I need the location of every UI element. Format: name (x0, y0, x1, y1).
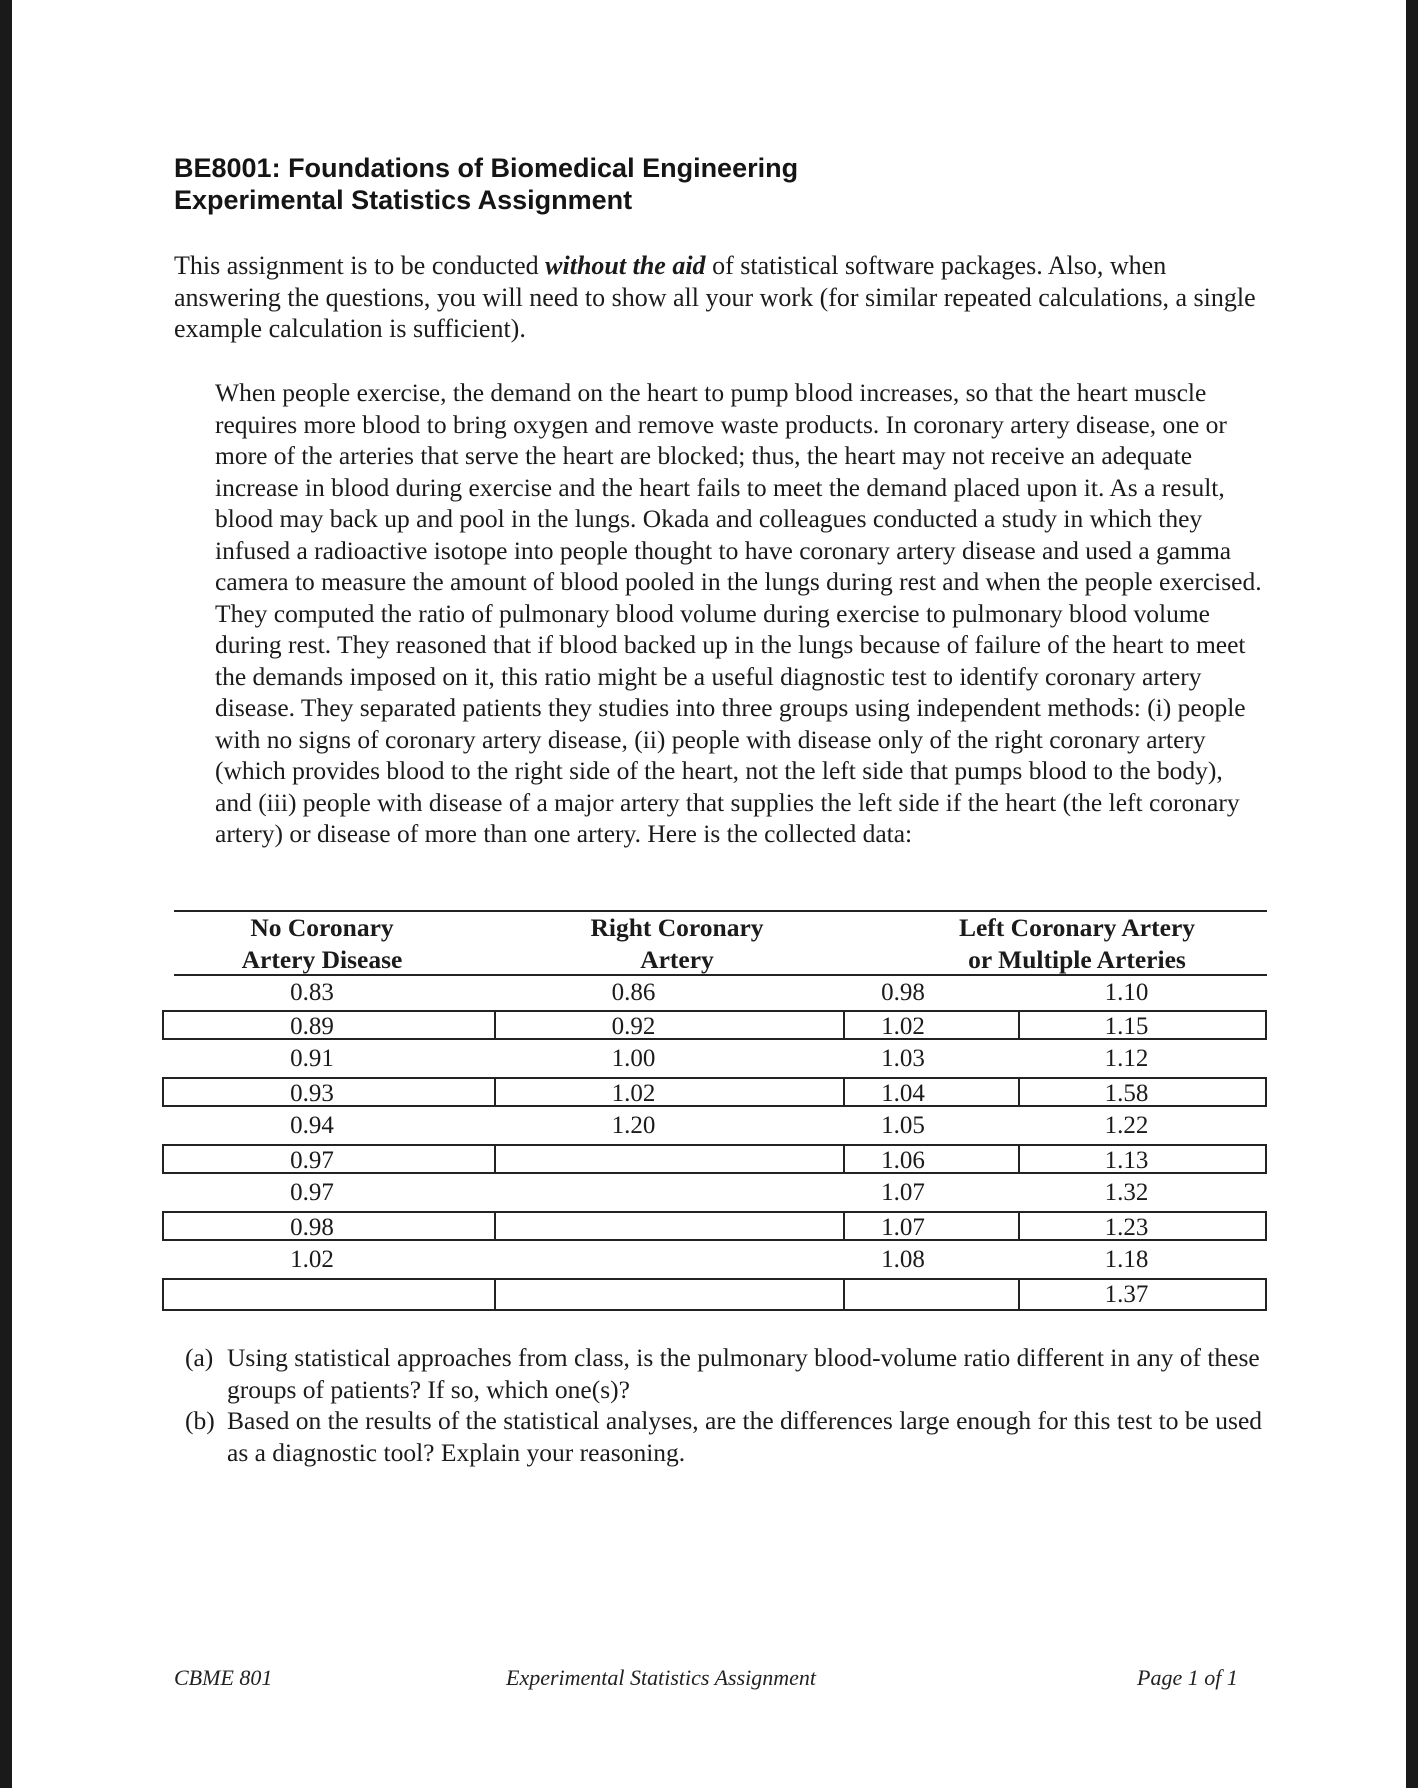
document-page (12, 0, 1406, 1788)
table-row: 0.89 0.92 1.02 1.15 (162, 1010, 1267, 1040)
question-label: (b) (185, 1406, 215, 1435)
intro-text-after: of statistical software packages. Also, when answering the questions, you will need to show all your work (for similar repeated calculations, a single example calculation is sufficient). (174, 251, 1256, 343)
footer-course-code: CBME 801 (174, 1665, 273, 1690)
question-a (185, 1342, 1275, 1405)
question-list (185, 1342, 1275, 1468)
column-header-no-cad: No Coronary Artery Disease (241, 913, 403, 974)
footer-page-number: Page 1 of 1 (1137, 1665, 1238, 1690)
question-text: Using statistical approaches from class, is the pulmonary blood-volume ratio different in any of these groups of patients? If so, which one(s)? (227, 1343, 1260, 1404)
question-label: (a) (185, 1343, 214, 1372)
table-row: 1.37 (162, 1278, 1267, 1311)
document-header (174, 152, 798, 216)
table-row: 0.94 1.20 1.05 1.22 (290, 1112, 1149, 1139)
table-row: 0.97 1.07 1.32 (290, 1179, 1149, 1206)
question-b (185, 1405, 1275, 1468)
footer-document-title: Experimental Statistics Assignment (506, 1665, 817, 1690)
table-row: 0.83 0.86 0.98 1.10 (290, 979, 1149, 1006)
table-row: 0.93 1.02 1.04 1.58 (162, 1077, 1267, 1107)
column-header-right-coronary: Right Coronary Artery (590, 913, 764, 974)
study-description-paragraph: When people exercise, the demand on the heart to pump blood increases, so that the heart muscle requires more blood to bring oxygen and remove waste products. In coronary artery disease, one or more of the arteries that serve the heart are blocked; thus, the heart may not receive an adequate increase in blood during exercise and the heart fails to meet the demand placed upon it. As a result, blood may back up and pool in the lungs. Okada and colleagues conducted a study in which they infused a radioactive isotope into people thought to have coronary artery disease and used a gamma camera to measure the amount of blood pooled in the lungs during rest and when the people exercised. They computed the ratio of pulmonary blood volume during exercise to pulmonary blood volume during rest. They reasoned that if blood backed up in the lungs because of failure of the heart to meet the demands imposed on it, this ratio might be a useful diagnostic test to identify coronary artery disease. They separated patients they studies into three groups using independent methods: (i) people with no signs of coronary artery disease, (ii) people with disease only of the right coronary artery (which provides blood to the right side of the heart, not the left side that pumps blood to the body), and (iii) people with disease of a major artery that supplies the left side if the heart (the left coronary artery) or disease of more than one artery. Here is the collected data: (215, 378, 1262, 848)
course-title: BE8001: Foundations of Biomedical Engineering (174, 153, 799, 183)
table-row: 0.98 1.07 1.23 (162, 1211, 1267, 1241)
table-row: 1.02 1.08 1.18 (290, 1246, 1149, 1273)
intro-emphasis: without the aid (545, 251, 706, 280)
table-header-rule (174, 974, 1267, 976)
table-row: 0.91 1.00 1.03 1.12 (290, 1045, 1149, 1072)
intro-paragraph (174, 250, 1264, 345)
question-text: Based on the results of the statistical analyses, are the differences large enough for this test to be used as a diagnostic tool? Explain your reasoning. (227, 1406, 1263, 1467)
table-row: 0.97 1.06 1.13 (162, 1144, 1267, 1174)
column-header-left-or-multiple: Left Coronary Artery or Multiple Arteries (958, 913, 1196, 974)
assignment-title: Experimental Statistics Assignment (174, 185, 633, 215)
intro-text-before: This assignment is to be conducted (174, 251, 546, 280)
